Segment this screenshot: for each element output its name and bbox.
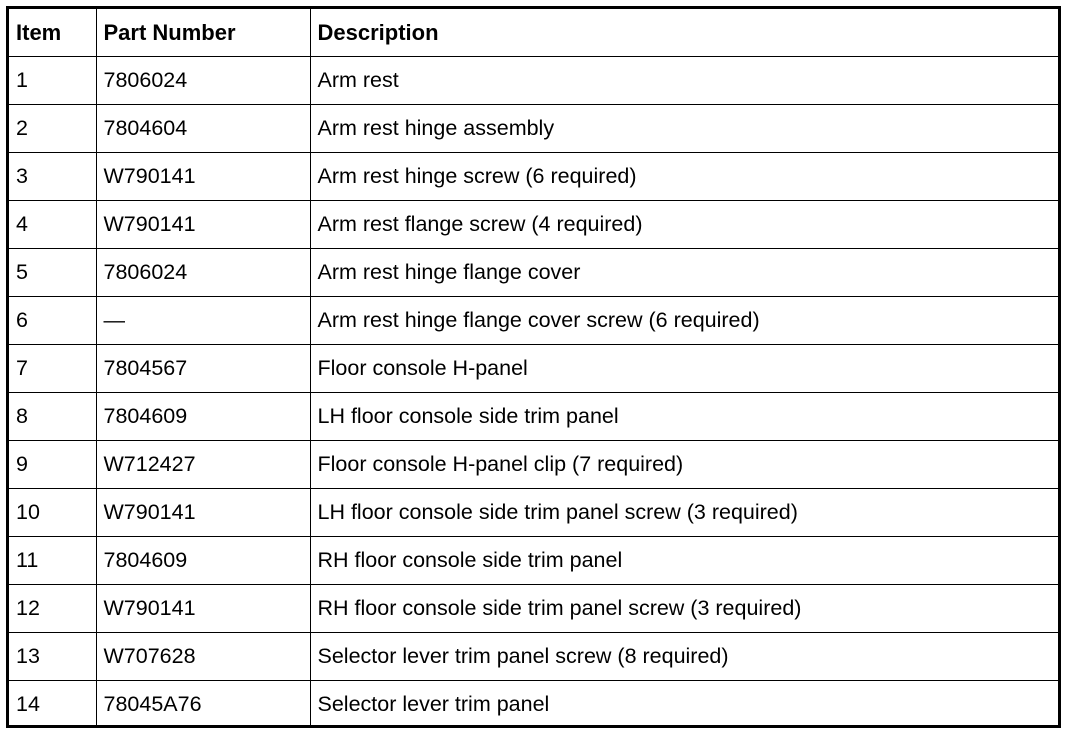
table-row [9,201,1058,249]
item-cell: 13 [9,633,96,681]
parts-table [9,9,1058,728]
description-cell: LH floor console side trim panel screw (3 required) [310,489,1058,537]
description-cell: Selector lever trim panel [310,681,1058,729]
item-cell: 7 [9,345,96,393]
description-cell: Arm rest flange screw (4 required) [310,201,1058,249]
part-number-cell: W790141 [96,489,310,537]
table-row [9,249,1058,297]
table-row [9,345,1058,393]
part-number-cell: W790141 [96,153,310,201]
item-cell: 4 [9,201,96,249]
header-part-number: Part Number [96,9,310,57]
description-cell: Floor console H-panel clip (7 required) [310,441,1058,489]
part-number-cell: W790141 [96,585,310,633]
part-number-cell: W790141 [96,201,310,249]
item-cell: 11 [9,537,96,585]
header-description: Description [310,9,1058,57]
item-cell: 10 [9,489,96,537]
table-row [9,105,1058,153]
table-row [9,585,1058,633]
table-row [9,633,1058,681]
table-row [9,441,1058,489]
part-number-cell: — [96,297,310,345]
table-row [9,153,1058,201]
description-cell: Arm rest hinge flange cover screw (6 required) [310,297,1058,345]
description-cell: Selector lever trim panel screw (8 required) [310,633,1058,681]
description-cell: RH floor console side trim panel screw (3 required) [310,585,1058,633]
part-number-cell: W712427 [96,441,310,489]
item-cell: 3 [9,153,96,201]
part-number-cell: 7806024 [96,249,310,297]
parts-table-frame [6,6,1061,728]
part-number-cell: W707628 [96,633,310,681]
description-cell: Arm rest [310,57,1058,105]
description-cell: Arm rest hinge screw (6 required) [310,153,1058,201]
part-number-cell: 78045A76 [96,681,310,729]
item-cell: 8 [9,393,96,441]
item-cell: 2 [9,105,96,153]
header-item: Item [9,9,96,57]
table-row [9,393,1058,441]
description-cell: RH floor console side trim panel [310,537,1058,585]
table-row [9,57,1058,105]
item-cell: 9 [9,441,96,489]
item-cell: 5 [9,249,96,297]
item-cell: 6 [9,297,96,345]
description-cell: LH floor console side trim panel [310,393,1058,441]
table-row [9,681,1058,729]
table-row [9,297,1058,345]
description-cell: Floor console H-panel [310,345,1058,393]
part-number-cell: 7804567 [96,345,310,393]
description-cell: Arm rest hinge assembly [310,105,1058,153]
part-number-cell: 7806024 [96,57,310,105]
description-cell: Arm rest hinge flange cover [310,249,1058,297]
table-row [9,489,1058,537]
table-row [9,537,1058,585]
part-number-cell: 7804609 [96,393,310,441]
item-cell: 14 [9,681,96,729]
part-number-cell: 7804609 [96,537,310,585]
part-number-cell: 7804604 [96,105,310,153]
table-header-row [9,9,1058,57]
item-cell: 12 [9,585,96,633]
item-cell: 1 [9,57,96,105]
